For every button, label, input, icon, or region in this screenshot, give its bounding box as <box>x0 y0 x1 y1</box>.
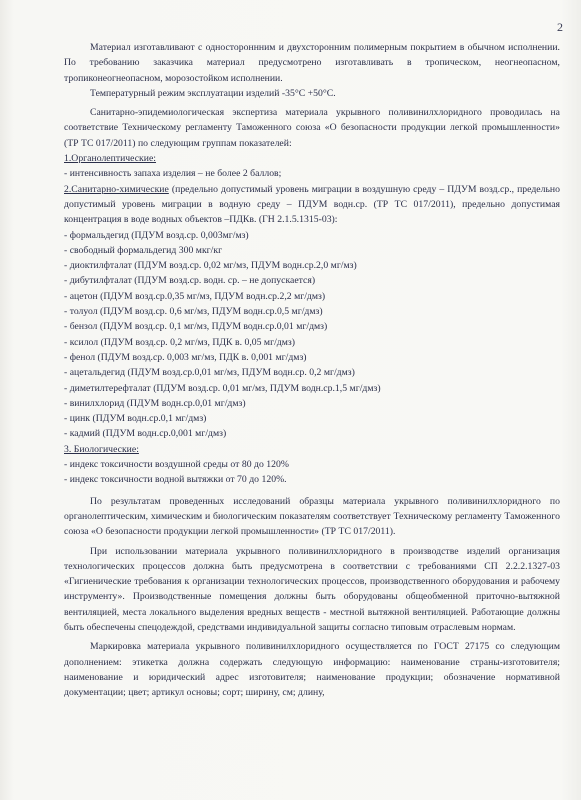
list-item: - индекс токсичности водной вытяжки от 70 до 120%. <box>64 474 287 486</box>
section-heading-organoleptic: 1.Органолептические: <box>64 153 157 165</box>
section-heading-sanitary-chemical: 2.Санитарно-химические <box>64 183 169 195</box>
section-sanitary-chemical <box>64 182 560 442</box>
page-number: 2 <box>557 20 563 34</box>
list-item: - дибутилфталат (ПДУМ возд.ср. водн. ср. – не допускается) <box>64 275 316 287</box>
list-item: - цинк (ПДУМ водн.ср.0,1 мг/дмз) <box>64 413 207 425</box>
list-item: - формальдегид (ПДУМ возд.ср. 0,003мг/мз) <box>64 229 249 241</box>
paragraph-conclusion: По результатам проведенных исследований образцы материала укрывного поливинилхлоридного по органолептическим, химическим и биологическим показателям соответствует Техническому регламенту Таможенного союза «О безопасности продукции легкой промышленности» (ТР ТС 017/2011). <box>64 495 560 538</box>
document-body <box>64 40 560 700</box>
list-item: - ацетальдегид (ПДУМ возд.ср.0,01 мг/мз, ПДУМ водн.ср. 0,2 мг/дмз) <box>64 367 355 379</box>
paragraph-coating: Материал изготавливают с одностороннним и двухсторонним полимерным покрытием в обычном исполнении. По требованию заказчика материал предусмотрено изготавливать в тропическом, неогнеопасном, тропиконеогнеопасном, морозостойком исполнении. <box>64 42 560 84</box>
list-item: - диоктилфталат (ПДУМ возд.ср. 0,02 мг/мз, ПДУМ водн.ср.2,0 мг/мз) <box>64 260 357 272</box>
list-item: - фенол (ПДУМ возд.ср. 0,003 мг/мз, ПДК в. 0,001 мг/дмз) <box>64 351 307 363</box>
list-item: - свободный формальдегид 300 мкг/кг <box>64 244 223 256</box>
list-item: - интенсивность запаха изделия – не более 2 баллов; <box>64 168 282 180</box>
paragraph-temperature: Температурный режим эксплуатации изделий -35°С +50°С. <box>90 87 336 99</box>
section-biological <box>64 442 560 488</box>
list-item: - кадмий (ПДУМ водн.ср.0,001 мг/дмз) <box>64 428 227 440</box>
paragraph-expertise: Санитарно-эпидемиологическая экспертиза материала укрывного поливинилхлоридного проводилась на соответствие Техническому регламенту Таможенного союза «О безопасности продукции легкой промышленности» (ТР ТС 017/2011) по следующим группам показателей: <box>64 107 560 149</box>
section-intro-sanitary-chemical: (предельно допустимый уровень миграции в воздушную среду – ПДУМ возд.ср., предельно допустимый уровень миграции в водную среду – ПДУМ водн.ср. (ТР ТС 017/2011), предельно допустимая концентрация в воде водных объектов –ПДКв. (ГН 2.1.5.1315-03): <box>64 183 560 226</box>
list-item: - диметилтерефталат (ПДУМ возд.ср. 0,01 мг/мз, ПДУМ водн.ср.1,5 мг/дмз) <box>64 382 381 394</box>
list-item: - ацетон (ПДУМ возд.ср.0,35 мг/мз, ПДУМ водн.ср.2,2 мг/дмз) <box>64 290 326 302</box>
paragraph-marking: Маркировка материала укрывного поливинилхлоридного осуществляется по ГОСТ 27175 со следующим дополнением: этикетка должна содержать следующую информацию: наименование страны-изготовителя; наименование и юридический адрес изготовителя; наименование продукции; обозначение нормативной документации; цвет; артикул основы; сорт; ширину, см; длину, <box>64 641 560 699</box>
section-heading-biological: 3. Биологические: <box>64 443 139 455</box>
list-item: - толуол (ПДУМ возд.ср. 0,6 мг/мз, ПДУМ водн.ср.0,5 мг/дмз) <box>64 306 323 318</box>
list-item: - винилхлорид (ПДУМ водн.ср.0,01 мг/дмз) <box>64 397 246 409</box>
list-item: - индекс токсичности воздушной среды от 80 до 120% <box>64 459 289 471</box>
section-organoleptic <box>64 151 560 182</box>
paragraph-production-requirements: При использовании материала укрывного поливинилхлоридного в производстве изделий организация технологических процессов должна быть предусмотрена в соответствии с требованиями СП 2.2.2.1327-03 «Гигиенические требования к организации технологических процессов, производственного оборудования и рабочему инструменту». Производственные помещения должны быть оборудованы общеобменной приточно-вытяжной вентиляцией, места локального выделения вредных веществ - местной вытяжной вентиляцией. Работающие должны быть обеспечены спецодеждой, средствами индивидуальной защиты согласно типовым отраслевым нормам. <box>64 545 560 633</box>
list-item: - ксилол (ПДУМ возд.ср. 0,2 мг/мз, ПДК в. 0,05 мг/дмз) <box>64 336 295 348</box>
list-item: - бензол (ПДУМ возд.ср. 0,1 мг/мз, ПДУМ водн.ср.0,01 мг/дмз) <box>64 321 328 333</box>
